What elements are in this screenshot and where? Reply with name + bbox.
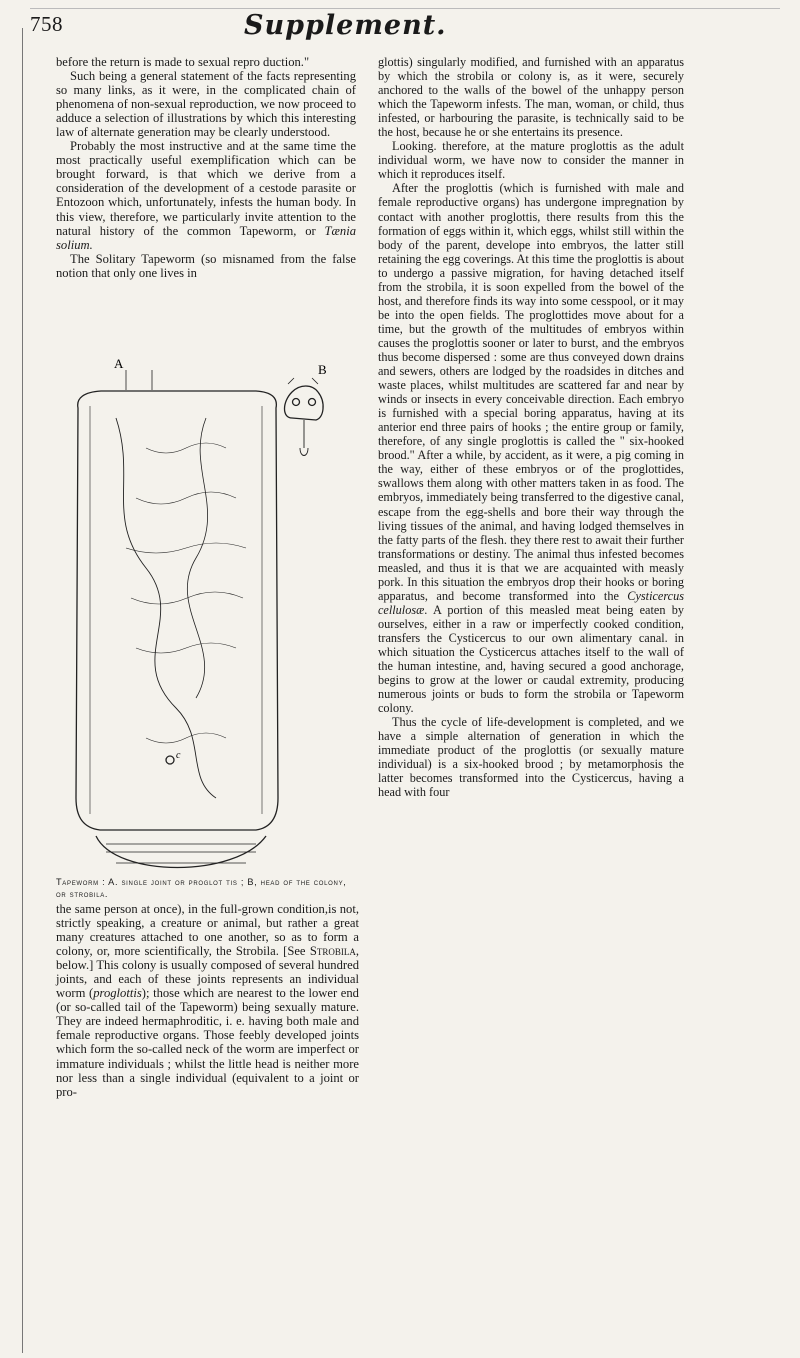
caption-lead: Tapeworm xyxy=(56,877,99,887)
cross-reference: Strobila xyxy=(309,944,356,959)
page-number: 758 xyxy=(30,12,63,36)
page-header xyxy=(30,12,790,42)
text-run: the same person at once), in the full-grown condition,is not, strictly speaking, a creature or animal, but rather a great many creatures attached to one another, so as to form a colony, or, more scientifically, the Strobila. [See xyxy=(56,902,359,959)
top-rule xyxy=(30,8,780,9)
species-name: Cysticercus cellulosæ xyxy=(378,588,684,617)
paragraph xyxy=(56,139,356,251)
paragraph xyxy=(378,181,684,715)
term: proglottis xyxy=(93,986,142,1001)
left-column-top xyxy=(56,55,356,280)
paragraph: Thus the cycle of life-development is completed, and we have a simple alternation of generation in which the immediate product of the proglottis (or sexually mature individual) is a six-hooked brood ; by metamorphosis the latter becomes transformed into the Cysticercus, having a head with four xyxy=(378,715,684,800)
paragraph xyxy=(56,902,359,1099)
text-run: Probably the most instructive and at the same time the most practically useful exemplification which can be brought forward, is that which we derive from a consideration of the development of a cestode parasite or Entozoon which, unfortunately, infests the human body. In this view, therefore, we particularly invite attention to the natural history of the common Tapeworm, or xyxy=(56,139,356,238)
right-column xyxy=(378,55,684,799)
figure-caption xyxy=(56,876,356,900)
text-run: After the proglottis (which is furnished with male and female reproductive organs) has undergone impregnation by contact with another proglottis, there results from this the formation of eggs within it, which eggs, whilst still within the body of the parent, develope into embryos, the latter still retaining the egg coverings. At this time the proglottis is about to undergo a passive migration, for having detached itself from the strobila, it is soon expelled from the bowel of the host, and therefore finds its way into some cesspool, or it may be into the open fields. The proglottides move about for a time, but the growth of the multitudes of embryos within causes the proglottis sooner or later to burst, and the embryos thus become dispersed : some are thus conveyed down drains and sewers, others are lodged by the roadsides in ditches and waste places, whilst multitudes are scattered far and near by winds or insects in every conceivable direction. Each embryo is furnished with a special boring apparatus, having at its anterior end three pairs of hooks ; the entire group or family, therefore, of any single proglottis is called the " six-hooked brood." After a while, by accident, as it were, a pig coming in the way, either of these embryos or of the proglottides, swallows them along with other matters taken in as food. The embryos, immediately being transferred to the digestive canal, escape from the egg-shells and bore their way through the living tissues of the animal, and having lodged themselves in the fatty parts of the flesh. they there rest to await their further transformations or destiny. The animal thus infested becomes measled, and thus it is that we are acquainted with measly pork. In this situation the embryos drop their hooks or boring apparatus, and become transformed into the xyxy=(378,181,684,603)
figure-label-b: B xyxy=(318,362,327,377)
proglottis-drawing xyxy=(76,370,323,868)
text-run: ); those which are nearest to the lower end (or so-called tail of the Tapeworm) being sexually mature. They are indeed hermaphroditic, i. e. having both male and female reproductive organs. Those feebly developed joints which form the so-called neck of the worm are imperfect or immature individuals ; whilst the little head is neither more nor less than a single individual (equivalent to a joint or pro- xyxy=(56,986,359,1099)
left-column-bottom xyxy=(56,902,359,1099)
paragraph: glottis) singularly modified, and furnished with an apparatus by which the strobila or colony is, as it were, securely anchored to the walls of the bowel of the unhappy person which the Tapeworm infests. The man, woman, or child, thus infested, or harbouring the parasite, is technically said to be the host, because he or she entertains its presence. xyxy=(378,55,684,140)
paragraph: Looking. therefore, at the mature proglottis as the adult individual worm, we have now to consider the manner in which it reproduces itself. xyxy=(378,139,684,182)
tapeworm-illustration xyxy=(56,358,356,876)
paragraph: The Solitary Tapeworm (so misnamed from the false notion that only one lives in xyxy=(56,251,356,280)
text-run: . A portion of this measled meat being eaten by ourselves, either in a raw or imperfectly cooked condition, transfers the Cysticercus to our own alimentary canal. in which situation the Cysticercus attaches itself to the wall of the human intestine, and, having secured a good anchorage, begins to grow at the lower or caudal extremity, producing numerous joints or buds to form the strobila or Tapeworm colony. xyxy=(378,602,684,716)
caption-text: : A. single joint or proglot tis ; B, head of the colony, or strobila. xyxy=(56,877,347,899)
text-run: , below.] This colony is usually composed of several hundred joints, and each of these joints represents an individual worm ( xyxy=(56,944,359,1001)
species-name: Tænia solium. xyxy=(56,223,356,252)
running-title: Supplement. xyxy=(244,10,447,41)
figure-label-c: c xyxy=(176,750,181,761)
paragraph: before the return is made to sexual repro duction." xyxy=(56,55,310,69)
paragraph: Such being a general statement of the facts representing so many links, as it were, in the complicated chain of phenomena of non-sexual reproduction, we now proceed to adduce a selection of illustrations by which this interesting law of alternate generation may be clearly understood. xyxy=(56,69,356,140)
tapeworm-figure xyxy=(56,358,356,876)
gutter-rule xyxy=(22,28,23,1353)
figure-label-a: A xyxy=(114,358,124,371)
